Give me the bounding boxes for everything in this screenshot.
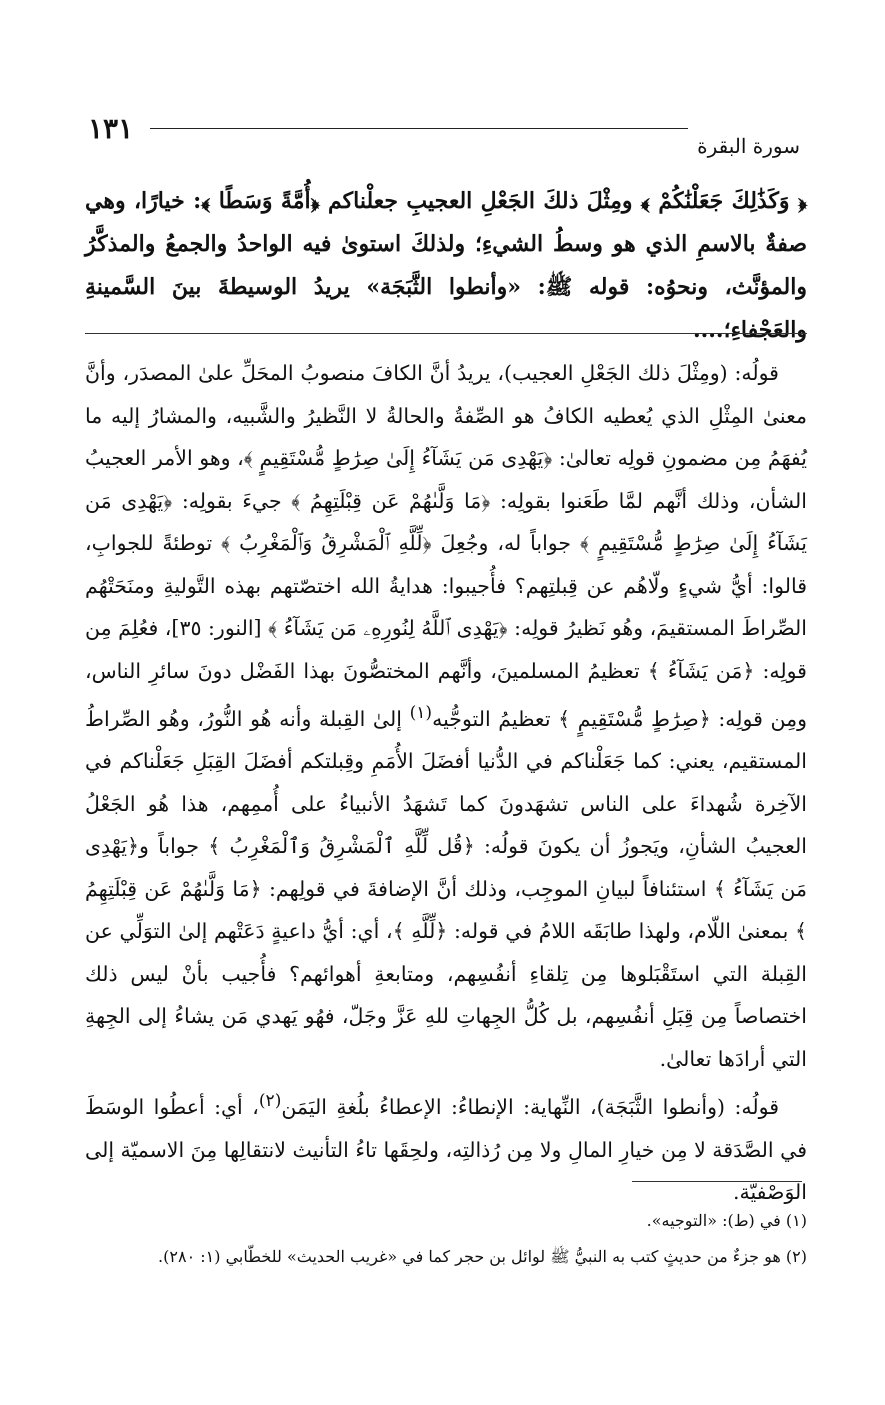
footnote: (٢) هو جزءٌ من حديثٍ كتب به النبيُّ ﷺ لوائل بن حجر كما في «غريب الحديث» للخطّابي (١: ٢٨٠). [158, 1247, 807, 1266]
footnotes [85, 1203, 807, 1275]
footnote: (١) في (ط): «التوجيه». [646, 1211, 807, 1230]
footnote-divider [632, 1181, 802, 1182]
commentary-text: قولُه: (وأنطوا الثَّبَجَة)، النِّهاية: الإنطاءُ: الإعطاءُ بلُغةِ اليَمَن [281, 1095, 780, 1120]
header-divider [150, 128, 688, 129]
footnote-ref: (١) [409, 703, 433, 723]
commentary-paragraph [85, 352, 807, 1080]
page-header [88, 112, 800, 158]
base-text [85, 180, 807, 352]
footnote-ref: (٢) [258, 1091, 282, 1112]
commentary-text: قولُه: (ومِثْلَ ذلك الجَعْلِ العجيب)، يريدُ أنَّ الكافَ منصوبُ المحَلِّ علىٰ المصدَر، وأنَّ معنىٰ المِثْلِ الذي يُعطيه الكافُ هو الصِّفةُ والحالةُ لا النَّظيرُ والشَّبيه، والمشارُ إليه ما يُفهَمُ مِن مضمونِ قولِه تعالىٰ: ﴿يَهْدِى مَن يَشَآءُ إِلَىٰ صِرَٰطٍ مُّسْتَقِيمٍ ﴾، وهو الأمر العجيبُ الشأن، وذلك أنَّهم لمَّا طَعَنوا بقولِه: ﴿مَا وَلَّىٰهُمْ عَن قِبْلَتِهِمُ ﴾ جيءَ بقولِه: ﴿يَهْدِى مَن يَشَآءُ إِلَىٰ صِرَٰطٍ مُّسْتَقِيمٍ ﴾ جواباً له، وجُعِلَ ﴿لِّلَّهِ ٱلْمَشْرِقُ وَٱلْمَغْرِبُ ﴾ توطئةً للجوابِ، قالوا: أيُّ شيءٍ ولّاهُم عن قِبلتِهم؟ فأُجيبوا: هدايةُ الله اختصّتهم بهذه التَّوليةِ ومنَحَتْهُم الصِّراطَ المستقيمَ، وهُو نَظيرُ قولِه: ﴿يَهْدِى ٱللَّهُ لِنُورِهِۦ مَن يَشَآءُ ﴾ [النور: ٣٥]، فعُلِمَ مِن قولِه: ﴿مَن يَشَآءُ ﴾ تعظيمُ المسلمينَ، وأنَّهم المختصُّونَ بهذا الفَضْل دونَ سائرِ الناس، ومِن قولِه: ﴿صِرَٰطٍ مُّسْتَقِيمٍ ﴾ تعظيمُ التوجُّيه [85, 361, 807, 731]
page-number: ١٣١ [88, 112, 134, 145]
commentary-text: إلىٰ القِبلة وأنه هُو النُّورُ، وهُو الصِّراطُ المستقيم، يعني: كما جَعَلْناكم في الدُّنيا أفضَلَ الأُمَمِ وقِبلتكم أفضَلَ القِبَلِ جَعَلْناكم في الآخِرة شُهداءَ على الناس تشهَدونَ كما تَشهَدُ الأنبياءُ على أُممِهم، هذا هُو الجَعْلُ العجيبُ الشأنِ، ويَجوزُ أن يكونَ قولُه: ﴿قُل لِّلَّهِ ٱلْمَشْرِقُ وَٱلْمَغْرِبُ ﴾ جواباً و﴿يَهْدِى مَن يَشَآءُ ﴾ استئنافاً لبيانِ الموجِب، وذلك أنَّ الإضافةَ في قولِهم: ﴿مَا وَلَّىٰهُمْ عَن قِبْلَتِهِمُ ﴾ بمعنىٰ اللّام، ولهذا طابَقَه اللامُ في قوله: ﴿لِّلَّهِ ﴾، أي: أيُّ داعيةٍ دَعَتْهم إلىٰ التوَلِّي عن القِبلة التي استَقْبَلوها مِن تِلقاءِ أنفُسِهم، ومتابعةِ أهوائهم؟ فأُجيب بأنْ ليس ذلك اختصاصاً مِن قِبَلِ أنفُسِهم، بل كُلُّ الجِهاتِ للهِ عَزَّ وجَلّ، فهُو يَهدي مَن يشاءُ إلى الجِهةِ التي أرادَها تعالىٰ. [85, 706, 807, 1071]
commentary-text: ، أي: أعطُوا الوسَطَ في الصَّدَقة لا مِن خيارِ المالِ ولا مِن رُذالتِه، ولحِقَها تاءُ التأنيث لانتقالِها مِنَ الاسميّة إلى الوَصْفيّة. [85, 1095, 807, 1205]
base-text-content: ﴿ وَكَذَٰلِكَ جَعَلْنَٰكُمْ ﴾ ومِثْلَ ذلكَ الجَعْلِ العجيبِ جعلْناكم ﴿أُمَّةً وَسَطًا ﴾: خيارًا، وهي صفةٌ بالاسمِ الذي هو وسطُ الشيءِ؛ ولذلكَ استوىٰ فيه الواحدُ والجمعُ والمذكَّرُ والمؤنَّث، ونحوُه: قوله ﷺ: «وأنطوا الثَّبَجَة» يريدُ الوسيطةَ بينَ السَّمينةِ والعَجْفاءِ؛.... [85, 188, 807, 343]
commentary-paragraph [85, 1080, 807, 1213]
commentary [85, 352, 807, 1214]
surah-title: سورة البقرة [697, 134, 800, 158]
section-divider [85, 333, 807, 334]
